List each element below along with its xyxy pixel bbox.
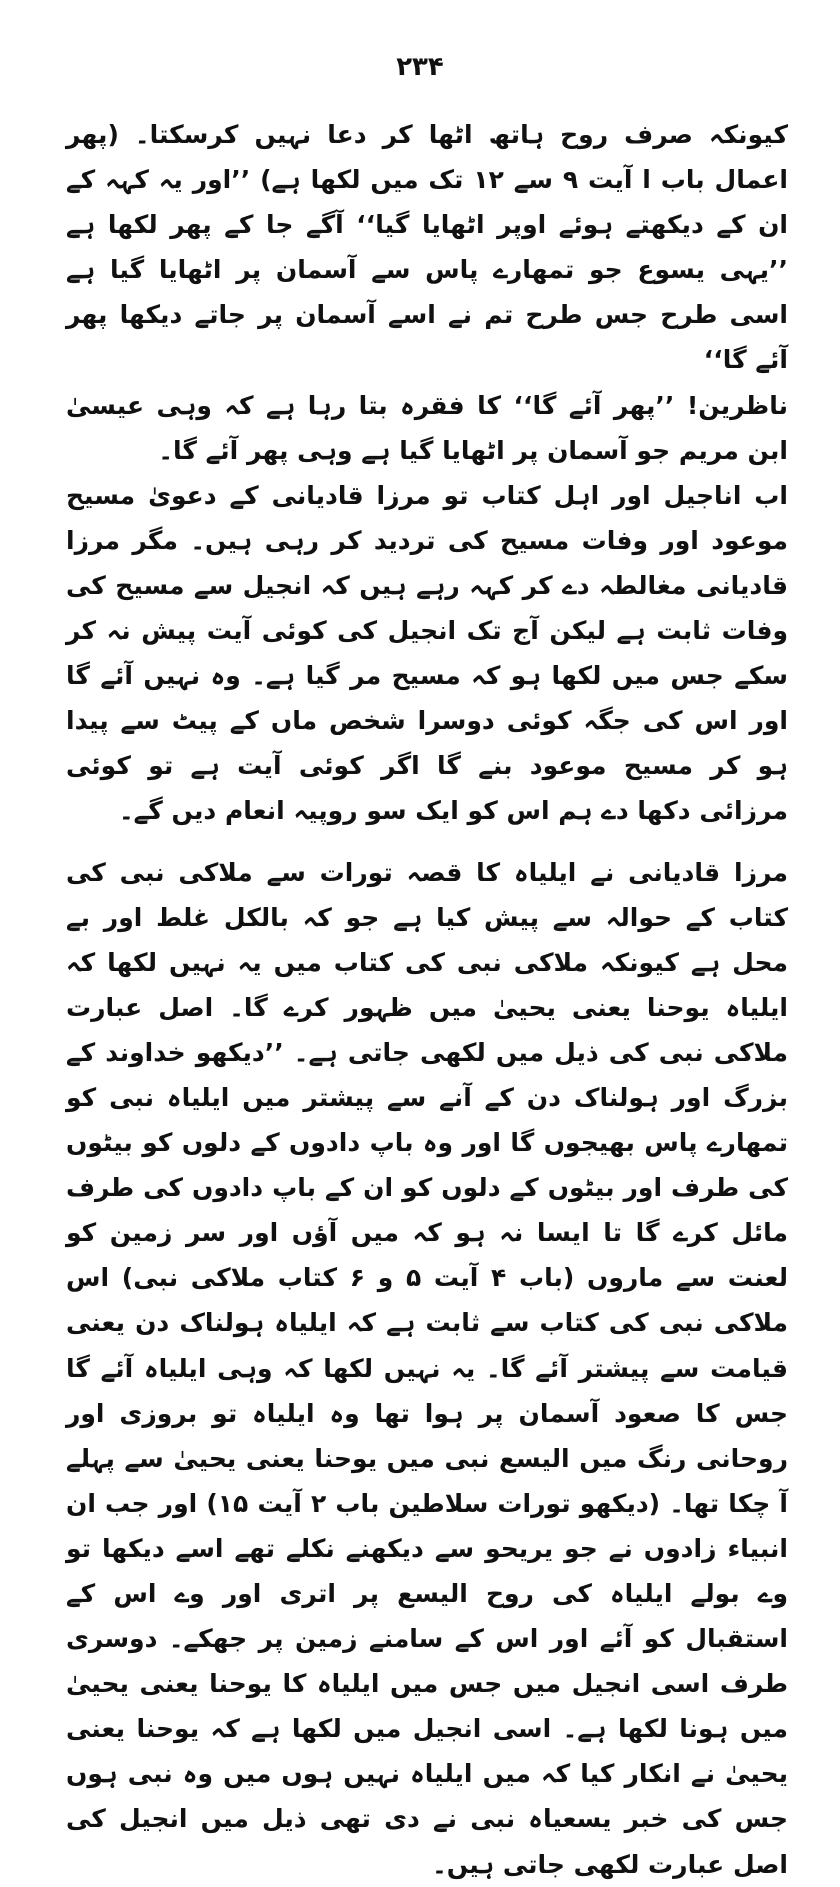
page-number: ۲۳۴ xyxy=(396,52,444,82)
paragraph-1: کیونکہ صرف روح ہاتھ اٹھا کر دعا نہیں کرسکتا۔ (پھر اعمال باب ا آیت ۹ سے ۱۲ تک میں لکھا ہے) ’’اور یہ کہہ کے ان کے دیکھتے ہوئے اوپر اٹھایا گیا‘‘ آگے جا کے پھر لکھا ہے ’’یہی یسوع جو تمھارے پاس سے آسمان پر اٹھایا گیا ہے اسی طرح جس طرح تم نے اسے آسمان پر جاتے دیکھا پھر آئے گا‘‘ xyxy=(66,120,789,375)
paragraph-3: اب اناجیل اور اہل کتاب تو مرزا قادیانی کے دعویٰ مسیح موعود اور وفات مسیح کی تردید کر رہی ہیں۔ مگر مرزا قادیانی مغالطہ دے کر کہہ رہے ہیں کہ انجیل سے مسیح کی وفات ثابت ہے لیکن آج تک انجیل کی کوئی آیت پیش نہ کر سکے جس میں لکھا ہو کہ مسیح مر گیا ہے۔ وہ نہیں آئے گا اور اس کی جگہ کوئی دوسرا شخص ماں کے پیٹ سے پیدا ہو کر مسیح موعود بنے گا اگر کوئی آیت ہے تو کوئی مرزائی دکھا دے ہم اس کو ایک سو روپیہ انعام دیں گے۔ xyxy=(66,480,788,826)
paragraph-4: مرزا قادیانی نے ایلیاہ کا قصہ تورات سے ملاکی نبی کی کتاب کے حوالہ سے پیش کیا ہے جو کہ بالکل غلط اور بے محل ہے کیونکہ ملاکی نبی کی کتاب میں یہ نہیں لکھا کہ ایلیاہ یوحنا یعنی یحییٰ میں ظہور کرے گا۔ اصل عبارت ملاکی نبی کی ذیل میں لکھی جاتی ہے۔ ’’دیکھو خداوند کے بزرگ اور ہولناک دن کے آنے سے پیشتر میں ایلیاہ نبی کو تمھارے پاس بھیجوں گا اور وہ باپ دادوں کے دلوں کو بیٹوں کی طرف اور بیٹوں کے دلوں کو ان کے باپ دادوں کی طرف مائل کرے گا تا ایسا نہ ہو کہ میں آؤں اور سر زمین کو لعنت سے ماروں (باب ۴ آیت ۵ و ۶ کتاب ملاکی نبی) اس ملاکی نبی کی کتاب سے ثابت ہے کہ ایلیاہ ہولناک دن یعنی قیامت سے پیشتر آئے گا۔ یہ نہیں لکھا کہ وہی ایلیاہ آئے گا جس کا صعود آسمان پر ہوا تھا وہ ایلیاہ تو بروزی اور روحانی رنگ میں الیسع نبی میں یوحنا یعنی یحییٰ سے پہلے آ چکا تھا۔ (دیکھو تورات سلاطین باب ۲ آیت ۱۵) اور جب ان انبیاء زادوں نے جو یریحو سے دیکھنے نکلے تھے اسے دیکھا تو وے بولے ایلیاہ کی روح الیسع پر اتری اور وے اس کے استقبال کو آئے اور اس کے سامنے زمین پر جھکے۔ دوسری طرف اسی انجیل میں جس میں ایلیاہ کا یوحنا یعنی یحییٰ میں ہونا لکھا ہے۔ اسی انجیل میں لکھا ہے کہ یوحنا یعنی یحییٰ نے انکار کیا کہ میں ایلیاہ نہیں ہوں میں وہ نبی ہوں جس کی خبر یسعیاہ نبی نے دی تھی ذیل میں انجیل کی اصل عبارت لکھی جاتی ہیں۔ xyxy=(66,857,788,1879)
body-text xyxy=(66,112,788,1887)
paragraph-2: ناظرین! ’’پھر آئے گا‘‘ کا فقرہ بتا رہا ہے کہ وہی عیسیٰ ابن مریم جو آسمان پر اٹھایا گیا ہے وہی پھر آئے گا۔ xyxy=(66,390,788,465)
